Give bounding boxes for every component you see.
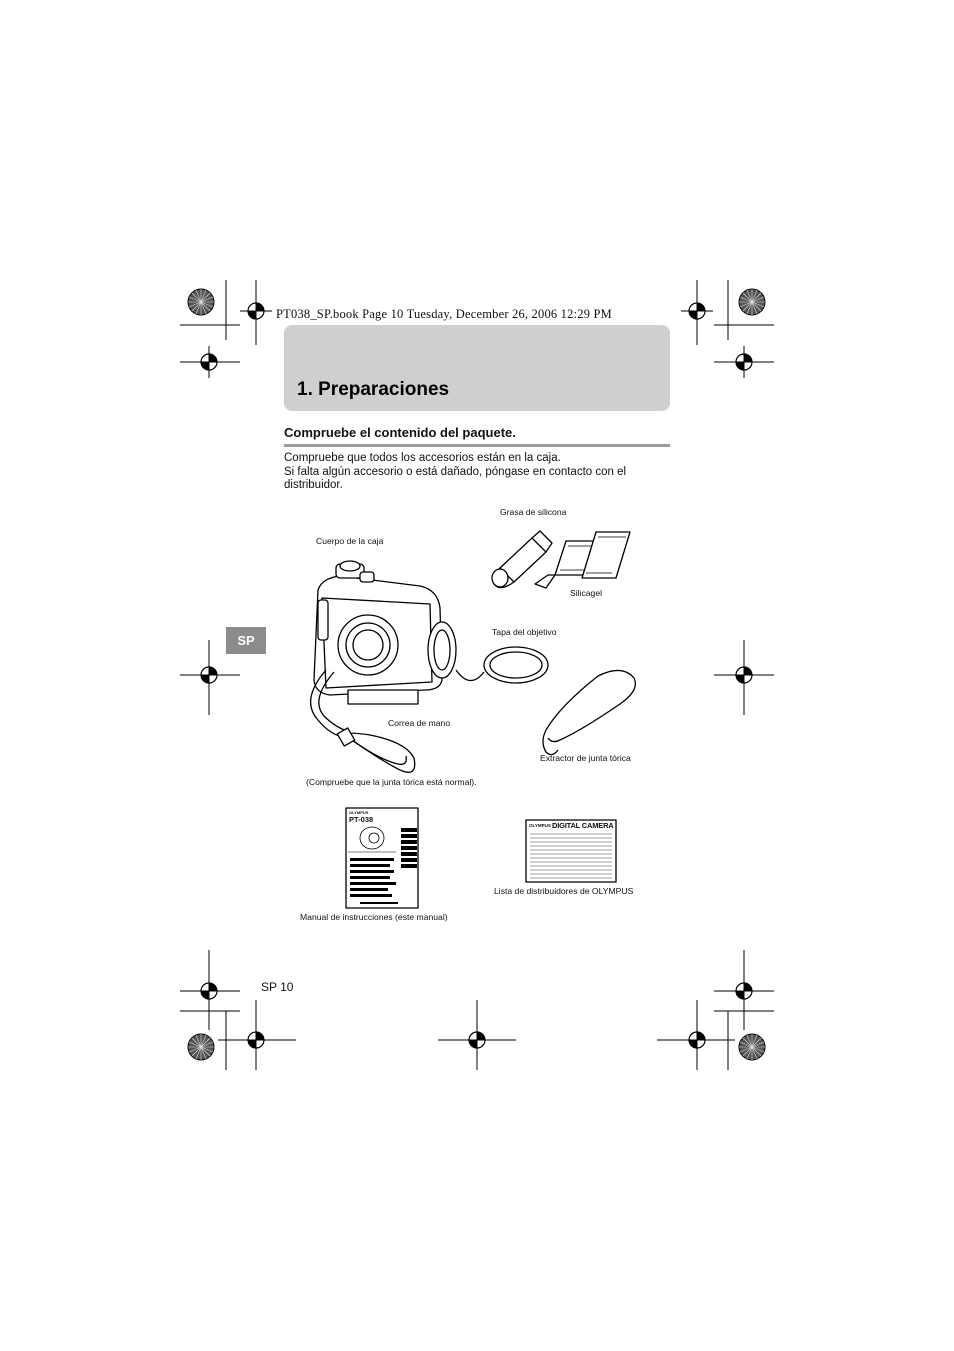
oring-remover-illustration	[543, 670, 635, 754]
label-silicone-grease: Grasa de silicona	[500, 507, 567, 517]
label-lens-cap: Tapa del objetivo	[492, 627, 557, 637]
label-manual: Manual de instrucciones (este manual)	[300, 912, 448, 922]
label-oring-note: (Compruebe que la junta tórica está normal).	[306, 777, 477, 787]
intro-line: Si falta algún accesorio o está dañado, póngase en contacto con el	[284, 465, 627, 478]
label-silicagel: Silicagel	[570, 588, 603, 598]
language-tab: SP	[226, 627, 266, 654]
section-heading: Compruebe el contenido del paquete.	[284, 425, 516, 440]
manual-cover-brand: OLYMPUS	[349, 810, 369, 815]
manual-cover-model: PT-038	[349, 815, 374, 824]
intro-line: distribuidor.	[284, 479, 343, 491]
label-hand-strap: Correa de mano	[388, 718, 451, 728]
page-title: 1. Preparaciones	[297, 379, 450, 400]
distributor-sheet-heading: DIGITAL CAMERA	[552, 821, 614, 830]
print-header: PT038_SP.book Page 10 Tuesday, December 26, 2006 12:29 PM	[276, 307, 612, 321]
page-number: SP 10	[261, 980, 294, 994]
label-distributor-list: Lista de distribuidores de OLYMPUS	[494, 886, 634, 896]
distributor-sheet-brand: OLYMPUS	[529, 823, 551, 828]
label-case-body: Cuerpo de la caja	[316, 536, 384, 546]
label-oring-remover: Extractor de junta tórica	[540, 753, 631, 763]
lens-cap-illustration	[456, 647, 548, 683]
case-body-illustration	[314, 561, 456, 704]
intro-line: Compruebe que todos los accesorios están en la caja.	[284, 452, 561, 464]
